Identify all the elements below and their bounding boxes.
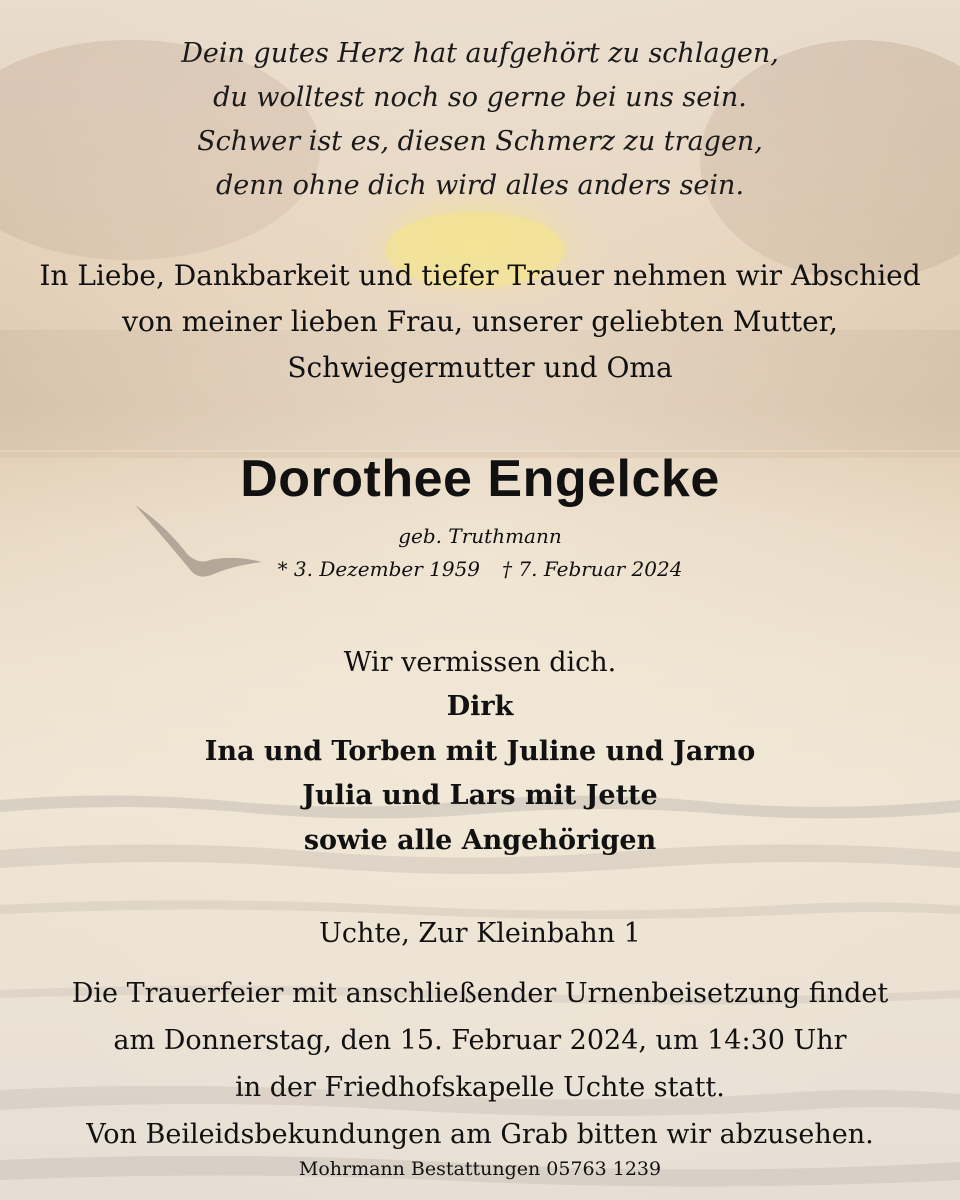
undertaker-contact: Mohrmann Bestattungen 05763 1239 <box>298 1158 662 1180</box>
service-line: in der Friedhofskapelle Uchte statt. <box>235 1072 725 1103</box>
poem-line: Schwer ist es, diesen Schmerz zu tragen, <box>197 126 763 157</box>
life-dates <box>0 556 960 582</box>
service-details <box>0 970 960 1158</box>
mourner-name: Julia und Lars mit Jette <box>302 780 658 811</box>
service-line: Von Beileidsbekundungen am Grab bitten wir abzusehen. <box>86 1119 874 1150</box>
birth-name: geb. Truthmann <box>398 524 562 548</box>
service-line: Die Trauerfeier mit anschließender Urnenbeisetzung findet <box>71 978 889 1009</box>
intro-line: In Liebe, Dankbarkeit und tiefer Trauer nehmen wir Abschied <box>39 259 921 292</box>
death-date: † 7. Februar 2024 <box>502 557 683 581</box>
intro-line: Schwiegermutter und Oma <box>287 351 673 384</box>
intro-line: von meiner lieben Frau, unserer geliebten Mutter, <box>122 305 838 338</box>
deceased-name: Dorothee Engelcke <box>240 450 720 508</box>
mourner-name: sowie alle Angehörigen <box>303 824 657 856</box>
service-line: am Donnerstag, den 15. Februar 2024, um 14:30 Uhr <box>113 1025 847 1056</box>
mourners-intro: Wir vermissen dich. <box>343 647 617 678</box>
mourners-list <box>0 685 960 863</box>
farewell-intro <box>0 253 960 391</box>
mourner-name: Ina und Torben mit Juline und Jarno <box>204 735 756 767</box>
poem-line: denn ohne dich wird alles anders sein. <box>215 170 745 201</box>
birth-date: * 3. Dezember 1959 <box>277 557 481 581</box>
poem-line: du wolltest noch so gerne bei uns sein. <box>213 82 747 113</box>
family-address: Uchte, Zur Kleinbahn 1 <box>319 918 641 949</box>
poem-line: Dein gutes Herz hat aufgehört zu schlagen, <box>181 38 779 69</box>
poem <box>0 32 960 208</box>
mourner-name: Dirk <box>446 691 514 722</box>
